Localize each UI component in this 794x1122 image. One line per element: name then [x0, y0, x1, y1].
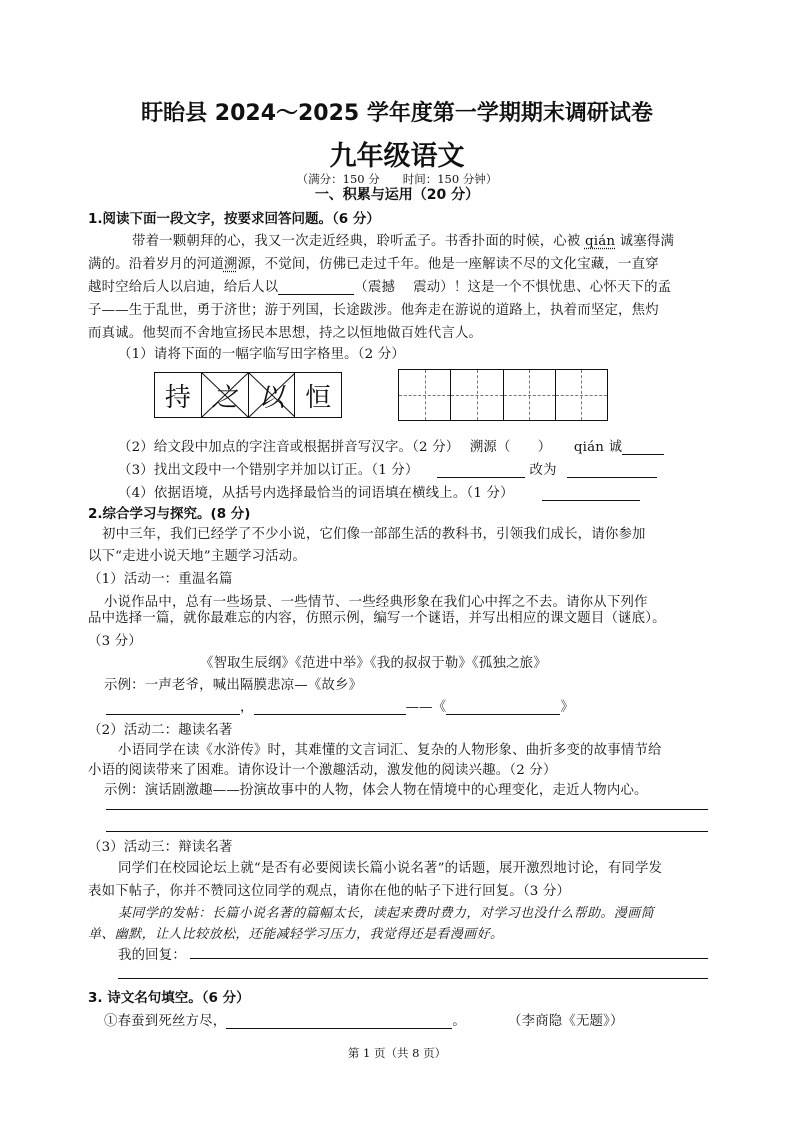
activity-1-points: （3 分） — [88, 634, 142, 649]
question-1-label: 1.阅读下面一段文字，按要求回答问题。（6 分） — [88, 211, 380, 227]
calligraphy-char — [155, 373, 202, 417]
subq-4-text: （4）依据语境，从括号内选择最恰当的词语填在横线上。（1 分） — [118, 486, 514, 501]
subq-1: （1）请将下面的一幅字临写田字格里。（2 分） — [118, 347, 406, 362]
subq-2-text: （2）给文段中加点的字注音或根据拼音写汉字。（2 分） — [118, 440, 460, 455]
exam-subtitle: 九年级语文 — [329, 141, 465, 172]
q2-intro-1: 初中三年，我们已经学了不少小说，它们像一部部生活的教科书，引领我们成长，请你参加 — [102, 527, 646, 542]
example-2: 示例：演话剧激趣——扮演故事中的人物，体会人物在情境中的心理变化，走近人物内心。 — [104, 783, 648, 798]
poem-text: ①春蚕到死丝方尽， — [104, 1014, 227, 1029]
riddle-blank[interactable] — [106, 700, 240, 715]
passage-text: 带着一颗朝拜的心，我又一次走近经典，聆听孟子。书香扑面的时候，心被 — [132, 234, 585, 249]
question-2-label: 2.综合学习与探究。(8 分) — [88, 506, 251, 522]
passage-line-3 — [88, 276, 671, 295]
activity-2-line-1: 小语同学在读《水浒传》时，其难懂的文言词汇、复杂的人物形象、曲折多变的故事情节给 — [118, 743, 662, 758]
char-text: 恒 — [305, 382, 332, 413]
calligraphy-sample — [154, 372, 342, 418]
answer-blank[interactable] — [542, 486, 640, 501]
question-3-label: 3. 诗文名句填空。（6 分） — [88, 990, 250, 1006]
title-blank[interactable] — [446, 700, 560, 715]
exam-title: 盱眙县 2024～2025 学年度第一学期期末调研试卷 — [141, 101, 653, 126]
works-list: 《智取生辰纲》《范进中举》《我的叔叔于勒》《孤独之旅》 — [200, 656, 547, 671]
passage-text: ！这是一个不惧忧患、心怀天下的孟 — [453, 280, 672, 295]
passage-line-1 — [132, 230, 674, 249]
post-line-2: 单、幽默，让人比较放松，还能减轻学习压力，我觉得还是看漫画好。 — [88, 927, 504, 942]
grid-cell[interactable] — [504, 370, 556, 420]
grid-cell[interactable] — [399, 370, 451, 420]
poem-source: （李商隐《无题》） — [508, 1014, 624, 1029]
activity-3-title: （3）活动三：辩读名著 — [88, 840, 233, 855]
dash: ——《 — [405, 700, 447, 715]
poem-item-1 — [104, 1010, 466, 1029]
activity-3-line-1: 同学们在校园论坛上就“是否有必要阅读长篇小说名著”的话题，展开激烈地讨论，有同学发 — [118, 861, 663, 876]
activity-3-line-2: 表如下帖子，你并不赞同这位同学的观点，请你在他的帖子下进行回复。（3 分） — [88, 884, 571, 899]
activity-1-line-2: 品中选择一篇，就你最难忘的内容，仿照示例，编写一个谜语，并写出相应的课文题目（谜底）。 — [88, 611, 666, 626]
grid-cell[interactable] — [451, 370, 503, 420]
answer-blank[interactable] — [437, 463, 525, 478]
answer-blank[interactable] — [622, 440, 664, 455]
poem-end: 。 — [452, 1014, 466, 1029]
reply-line[interactable] — [190, 958, 708, 959]
score-info: （满分：150 分 时间：150 分钟） — [296, 172, 498, 186]
passage-line-4: 子——生于乱世，勇于济世；游于列国，长途跋涉。他奔走在游说的道路上，执着而坚定，焦灼 — [88, 303, 659, 318]
reply-label: 我的回复： — [118, 948, 186, 963]
activity-1-answer — [106, 696, 574, 715]
passage-text: 源，不觉间，仿佛已走过千年。他是一座解读不尽的文化宝藏，一直穿 — [237, 257, 659, 272]
section-heading: 一、积累与运用（20 分） — [314, 187, 480, 203]
poem-blank[interactable] — [226, 1014, 452, 1029]
activity-1-title: （1）活动一：重温名篇 — [88, 572, 233, 587]
passage-text: 诚塞得满 — [615, 234, 675, 249]
close-quote: 》 — [560, 700, 574, 715]
subq-2 — [118, 436, 664, 455]
passage-line-2 — [88, 253, 659, 272]
example-1: 示例：一声老爷，喊出隔膜悲凉—《故乡》 — [104, 678, 363, 693]
page-footer: 第 1 页（共 8 页） — [347, 1046, 447, 1060]
comma: ， — [240, 700, 254, 715]
char-text: 以 — [258, 382, 285, 413]
passage-text: 越时空给后人以启迪，给后人以 — [88, 280, 279, 295]
grid-cell[interactable] — [556, 370, 607, 420]
activity-2-line-2: 小语的阅读带来了困难。请你设计一个激趣活动，激发他的阅读兴趣。（2 分） — [88, 763, 557, 778]
calligraphy-char — [202, 373, 249, 417]
subq-2-item2: qián 诚 — [573, 440, 623, 455]
subq-2-item1: 溯源（ ） — [469, 440, 552, 455]
answer-blank[interactable] — [278, 280, 354, 295]
word-options: （震撼 震动） — [354, 280, 454, 295]
tianzige-grid[interactable] — [398, 369, 608, 421]
activity-2-title: （2）活动二：趣读名著 — [88, 723, 233, 738]
post-line-1: 某同学的发帖：长篇小说名著的篇幅太长，读起来费时费力，对学习也没什么帮助。漫画简 — [118, 906, 655, 921]
char-text: 之 — [211, 382, 238, 413]
answer-line[interactable] — [106, 809, 708, 810]
answer-line[interactable] — [106, 831, 708, 832]
passage-text: 满的。沿着岁月的河道 — [88, 257, 224, 272]
reply-line[interactable] — [118, 978, 708, 979]
riddle-blank[interactable] — [254, 700, 406, 715]
subq-3 — [118, 459, 657, 478]
q2-intro-2: 以下“走进小说天地”主题学习活动。 — [88, 549, 306, 564]
pinyin-mark: qián — [584, 234, 616, 249]
passage-line-5: 而真诚。他契而不舍地宣扬民本思想，持之以恒地做百姓代言人。 — [88, 326, 483, 341]
subq-4 — [118, 482, 640, 501]
answer-blank[interactable] — [567, 463, 657, 478]
subq-3-text: （3）找出文段中一个错别字并加以订正。（1 分） — [118, 463, 419, 478]
activity-1-line-1: 小说作品中，总有一些场景、一些情节、一些经典形象在我们心中挥之不去。请你从下列作 — [104, 595, 648, 610]
dotted-char: 溯 — [223, 257, 238, 272]
char-text: 持 — [164, 382, 191, 413]
subq-3-mid: 改为 — [529, 463, 557, 478]
calligraphy-char — [295, 373, 341, 417]
calligraphy-char — [249, 373, 296, 417]
